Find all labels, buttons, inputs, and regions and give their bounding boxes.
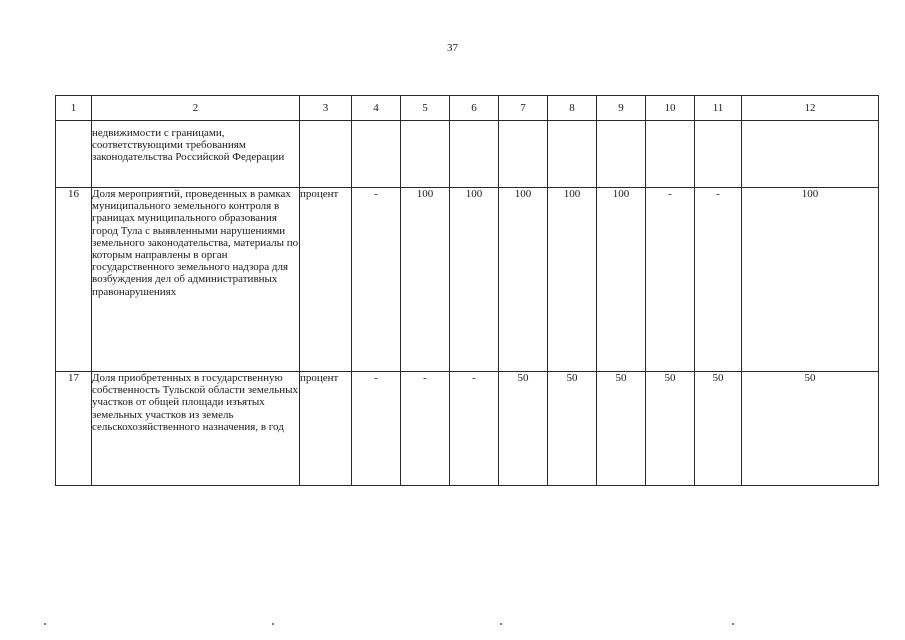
unit-cell: процент (300, 188, 352, 372)
value-cell: 100 (401, 188, 450, 372)
value-cell: 50 (646, 372, 695, 486)
column-header: 1 (56, 96, 92, 121)
scan-speck (44, 623, 46, 625)
value-cell: 50 (742, 372, 879, 486)
unit-cell (300, 121, 352, 188)
column-header: 6 (450, 96, 499, 121)
value-cell: - (646, 188, 695, 372)
value-cell: - (352, 188, 401, 372)
column-header: 4 (352, 96, 401, 121)
scan-speck (272, 623, 274, 625)
value-cell (742, 121, 879, 188)
column-header: 12 (742, 96, 879, 121)
scan-speck (500, 623, 502, 625)
value-cell: 50 (597, 372, 646, 486)
column-header: 3 (300, 96, 352, 121)
value-cell: 50 (548, 372, 597, 486)
value-cell (695, 121, 742, 188)
indicators-table (55, 95, 879, 486)
indicator-name: Доля мероприятий, проведенных в рамках муниципального земельного контроля в границах муниципального образования город Тула с выявленными нарушениями земельного законодательства, материалы по которым направлены в орган государственного земельного надзора для возбуждения дел об административных правонарушениях (92, 188, 300, 372)
value-cell (646, 121, 695, 188)
column-header: 5 (401, 96, 450, 121)
column-header: 8 (548, 96, 597, 121)
table-row (56, 372, 879, 486)
value-cell (352, 121, 401, 188)
table-row (56, 188, 879, 372)
value-cell (548, 121, 597, 188)
indicator-name: недвижимости с границами, соответствующими требованиям законодательства Российской Федерации (92, 121, 300, 188)
scan-speck (732, 623, 734, 625)
value-cell: - (352, 372, 401, 486)
column-header: 11 (695, 96, 742, 121)
value-cell: 100 (597, 188, 646, 372)
header-row (56, 96, 879, 121)
value-cell: 50 (499, 372, 548, 486)
value-cell: 100 (450, 188, 499, 372)
table-row (56, 121, 879, 188)
column-header: 7 (499, 96, 548, 121)
row-number: 16 (56, 188, 92, 372)
value-cell (450, 121, 499, 188)
value-cell: 50 (695, 372, 742, 486)
value-cell: - (450, 372, 499, 486)
value-cell (401, 121, 450, 188)
value-cell: - (695, 188, 742, 372)
column-header: 10 (646, 96, 695, 121)
value-cell (499, 121, 548, 188)
row-number: 17 (56, 372, 92, 486)
unit-cell: процент (300, 372, 352, 486)
value-cell (597, 121, 646, 188)
value-cell: - (401, 372, 450, 486)
value-cell: 100 (499, 188, 548, 372)
column-header: 9 (597, 96, 646, 121)
value-cell: 100 (548, 188, 597, 372)
column-header: 2 (92, 96, 300, 121)
row-number (56, 121, 92, 188)
indicator-name: Доля приобретенных в государственную собственность Тульской области земельных участков от общей площади изъятых земельных участков из земель сельскохозяйственного назначения, в год (92, 372, 300, 486)
page-number: 37 (447, 42, 458, 54)
value-cell: 100 (742, 188, 879, 372)
